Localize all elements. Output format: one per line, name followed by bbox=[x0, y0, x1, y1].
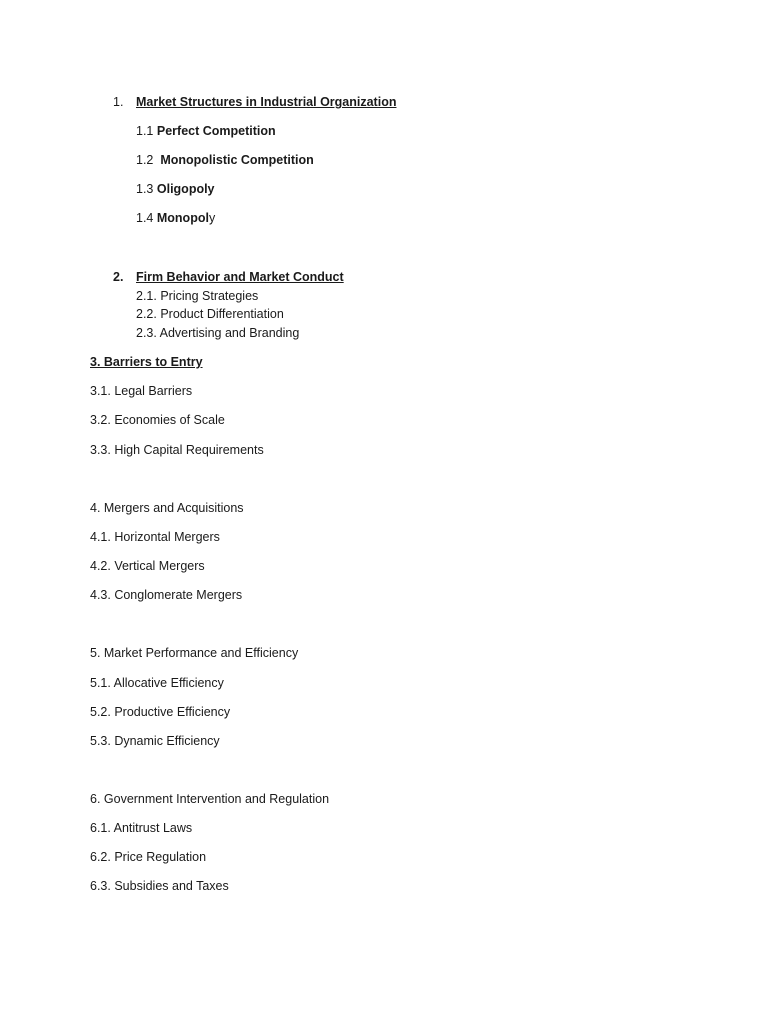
section-2-number: 2. bbox=[113, 270, 124, 284]
list-item-5-3: 5.3. Dynamic Efficiency bbox=[90, 734, 220, 748]
list-item-4-2: 4.2. Vertical Mergers bbox=[90, 559, 205, 573]
section-1-number: 1. bbox=[113, 95, 124, 109]
item-number: 1.1 bbox=[136, 124, 154, 138]
section-1-heading: Market Structures in Industrial Organization bbox=[136, 95, 397, 109]
item-label-rest: y bbox=[208, 211, 216, 225]
list-item-6-1: 6.1. Antitrust Laws bbox=[90, 821, 193, 835]
section-4-heading: 4. Mergers and Acquisitions bbox=[90, 501, 244, 515]
list-item-1-1 bbox=[136, 123, 276, 139]
item-number: 1.4 bbox=[136, 211, 154, 225]
section-2-heading: Firm Behavior and Market Conduct bbox=[136, 270, 344, 284]
item-label-bold: Monopol bbox=[156, 211, 209, 225]
list-item-1-3 bbox=[136, 181, 215, 197]
item-number: 1.3 bbox=[136, 182, 154, 196]
section-5-heading: 5. Market Performance and Efficiency bbox=[90, 646, 299, 660]
item-label: Oligopoly bbox=[156, 182, 215, 196]
list-item-4-1: 4.1. Horizontal Mergers bbox=[90, 530, 220, 544]
list-item-5-1: 5.1. Allocative Efficiency bbox=[90, 676, 224, 690]
list-item-6-2: 6.2. Price Regulation bbox=[90, 850, 207, 864]
list-item-3-3: 3.3. High Capital Requirements bbox=[90, 443, 264, 457]
list-item-2-3: 2.3. Advertising and Branding bbox=[136, 326, 300, 340]
list-item-2-2: 2.2. Product Differentiation bbox=[136, 307, 284, 321]
list-item-5-2: 5.2. Productive Efficiency bbox=[90, 705, 231, 719]
section-3-heading: 3. Barriers to Entry bbox=[90, 355, 203, 369]
list-item-1-2 bbox=[136, 152, 314, 168]
list-item-6-3: 6.3. Subsidies and Taxes bbox=[90, 879, 229, 893]
list-item-2-1: 2.1. Pricing Strategies bbox=[136, 289, 259, 303]
list-item-1-4 bbox=[136, 210, 215, 226]
item-number: 1.2 bbox=[136, 153, 154, 167]
list-item-3-2: 3.2. Economies of Scale bbox=[90, 413, 225, 427]
section-6-heading: 6. Government Intervention and Regulation bbox=[90, 792, 330, 806]
item-label: Monopolistic Competition bbox=[160, 153, 314, 167]
item-label: Perfect Competition bbox=[156, 124, 276, 138]
list-item-4-3: 4.3. Conglomerate Mergers bbox=[90, 588, 243, 602]
list-item-3-1: 3.1. Legal Barriers bbox=[90, 384, 193, 398]
